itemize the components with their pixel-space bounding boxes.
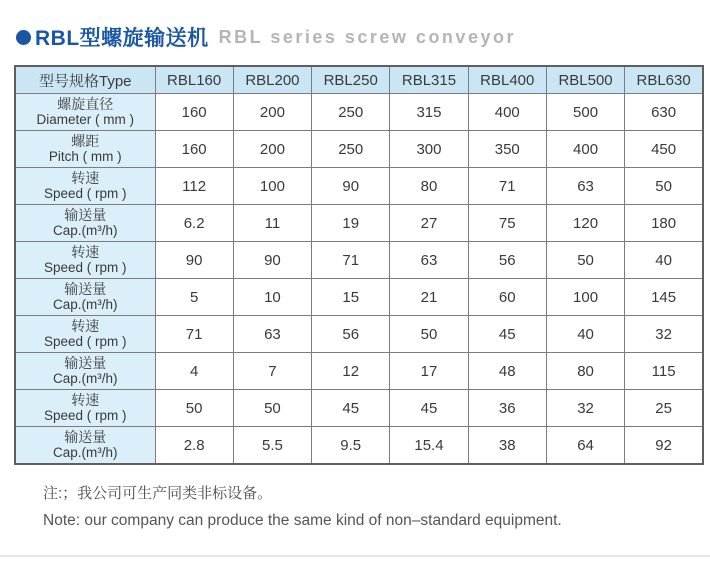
spec-value-cell: 7 <box>233 353 311 390</box>
spec-value-cell: 71 <box>312 242 390 279</box>
spec-value-cell: 50 <box>625 168 703 205</box>
row-label-cn: 转速 <box>71 244 100 261</box>
row-label-en: Cap.(m³/h) <box>52 371 118 387</box>
page-title-en: RBL series screw conveyor <box>218 26 516 47</box>
spec-value-cell: 112 <box>155 168 233 205</box>
spec-value-cell: 12 <box>312 353 390 390</box>
table-header-cell: RBL315 <box>390 66 468 94</box>
spec-value-cell: 315 <box>390 94 468 131</box>
spec-value-cell: 17 <box>390 353 468 390</box>
row-label-cell <box>15 205 155 242</box>
spec-value-cell: 180 <box>625 205 703 242</box>
spec-value-cell: 160 <box>155 131 233 168</box>
spec-value-cell: 350 <box>468 131 546 168</box>
spec-value-cell: 450 <box>625 131 703 168</box>
row-label-cn: 输送量 <box>64 429 107 446</box>
spec-value-cell: 250 <box>312 131 390 168</box>
spec-value-cell: 10 <box>233 279 311 316</box>
spec-value-cell: 300 <box>390 131 468 168</box>
spec-value-cell: 32 <box>546 390 624 427</box>
row-label-en: Cap.(m³/h) <box>52 297 118 313</box>
spec-value-cell: 90 <box>312 168 390 205</box>
row-label-cell <box>15 316 155 353</box>
spec-value-cell: 36 <box>468 390 546 427</box>
note-en: Note: our company can produce the same kind of non–standard equipment. <box>43 512 562 529</box>
spec-value-cell: 45 <box>468 316 546 353</box>
table-row <box>15 316 703 353</box>
table-header-cell: RBL400 <box>468 66 546 94</box>
spec-value-cell: 80 <box>390 168 468 205</box>
spec-value-cell: 500 <box>546 94 624 131</box>
spec-value-cell: 40 <box>625 242 703 279</box>
spec-value-cell: 64 <box>546 427 624 465</box>
spec-value-cell: 5.5 <box>233 427 311 465</box>
table-row <box>15 131 703 168</box>
spec-value-cell: 2.8 <box>155 427 233 465</box>
row-label-cell <box>15 131 155 168</box>
table-row <box>15 279 703 316</box>
spec-value-cell: 50 <box>390 316 468 353</box>
spec-value-cell: 50 <box>155 390 233 427</box>
spec-value-cell: 90 <box>155 242 233 279</box>
row-label-en: Speed ( rpm ) <box>43 408 127 424</box>
spec-value-cell: 71 <box>468 168 546 205</box>
spec-value-cell: 115 <box>625 353 703 390</box>
spec-value-cell: 200 <box>233 131 311 168</box>
spec-value-cell: 120 <box>546 205 624 242</box>
table-row <box>15 427 703 465</box>
spec-value-cell: 400 <box>546 131 624 168</box>
row-label-en: Speed ( rpm ) <box>43 186 127 202</box>
page-title <box>16 22 516 52</box>
spec-value-cell: 6.2 <box>155 205 233 242</box>
spec-value-cell: 160 <box>155 94 233 131</box>
table-row <box>15 94 703 131</box>
spec-value-cell: 100 <box>233 168 311 205</box>
spec-value-cell: 32 <box>625 316 703 353</box>
spec-value-cell: 90 <box>233 242 311 279</box>
spec-value-cell: 19 <box>312 205 390 242</box>
spec-value-cell: 25 <box>625 390 703 427</box>
row-label-cell <box>15 279 155 316</box>
table-row <box>15 168 703 205</box>
row-label-en: Cap.(m³/h) <box>52 223 118 239</box>
row-label-cn: 转速 <box>71 392 100 409</box>
note-cn: 注:；我公司可生产同类非标设备。 <box>43 485 273 502</box>
table-header-cell: RBL500 <box>546 66 624 94</box>
spec-table-head <box>15 66 703 94</box>
notes <box>43 482 562 530</box>
spec-value-cell: 15 <box>312 279 390 316</box>
spec-table <box>14 65 704 465</box>
spec-value-cell: 400 <box>468 94 546 131</box>
spec-value-cell: 38 <box>468 427 546 465</box>
spec-value-cell: 48 <box>468 353 546 390</box>
row-label-en: Speed ( rpm ) <box>43 334 127 350</box>
table-row <box>15 242 703 279</box>
row-label-cell <box>15 427 155 465</box>
row-label-cell <box>15 242 155 279</box>
table-header-type-cell: 型号规格Type <box>15 66 155 94</box>
spec-value-cell: 15.4 <box>390 427 468 465</box>
spec-value-cell: 11 <box>233 205 311 242</box>
row-label-cell <box>15 390 155 427</box>
row-label-cn: 输送量 <box>64 207 107 224</box>
spec-value-cell: 630 <box>625 94 703 131</box>
spec-value-cell: 75 <box>468 205 546 242</box>
table-header-cell: RBL200 <box>233 66 311 94</box>
spec-value-cell: 71 <box>155 316 233 353</box>
row-label-cn: 螺旋直径 <box>57 96 114 113</box>
spec-value-cell: 80 <box>546 353 624 390</box>
spec-value-cell: 50 <box>233 390 311 427</box>
spec-table-body <box>15 94 703 465</box>
spec-value-cell: 63 <box>546 168 624 205</box>
row-label-cn: 螺距 <box>71 133 100 150</box>
spec-value-cell: 100 <box>546 279 624 316</box>
spec-value-cell: 4 <box>155 353 233 390</box>
row-label-cell <box>15 168 155 205</box>
spec-value-cell: 50 <box>546 242 624 279</box>
spec-value-cell: 63 <box>233 316 311 353</box>
page-title-cn: RBL型螺旋输送机 <box>35 27 209 50</box>
table-header-row <box>15 66 703 94</box>
row-label-en: Pitch ( mm ) <box>48 149 122 165</box>
spec-value-cell: 200 <box>233 94 311 131</box>
row-label-en: Speed ( rpm ) <box>43 260 127 276</box>
table-row <box>15 390 703 427</box>
spec-value-cell: 45 <box>390 390 468 427</box>
spec-value-cell: 21 <box>390 279 468 316</box>
spec-value-cell: 60 <box>468 279 546 316</box>
bullet-icon <box>16 30 31 45</box>
row-label-cell <box>15 94 155 131</box>
spec-value-cell: 5 <box>155 279 233 316</box>
spec-value-cell: 63 <box>390 242 468 279</box>
bottom-divider <box>0 555 710 557</box>
row-label-en: Diameter ( mm ) <box>36 112 134 128</box>
row-label-cn: 转速 <box>71 318 100 335</box>
spec-value-cell: 56 <box>312 316 390 353</box>
row-label-cn: 输送量 <box>64 281 107 298</box>
table-header-cell: RBL250 <box>312 66 390 94</box>
row-label-cn: 转速 <box>71 170 100 187</box>
table-header-cell: RBL160 <box>155 66 233 94</box>
spec-value-cell: 56 <box>468 242 546 279</box>
spec-value-cell: 45 <box>312 390 390 427</box>
row-label-cell <box>15 353 155 390</box>
spec-value-cell: 92 <box>625 427 703 465</box>
table-row <box>15 205 703 242</box>
row-label-en: Cap.(m³/h) <box>52 445 118 461</box>
row-label-cn: 输送量 <box>64 355 107 372</box>
spec-value-cell: 250 <box>312 94 390 131</box>
table-row <box>15 353 703 390</box>
spec-value-cell: 9.5 <box>312 427 390 465</box>
spec-value-cell: 40 <box>546 316 624 353</box>
spec-value-cell: 27 <box>390 205 468 242</box>
table-header-cell: RBL630 <box>625 66 703 94</box>
spec-value-cell: 145 <box>625 279 703 316</box>
